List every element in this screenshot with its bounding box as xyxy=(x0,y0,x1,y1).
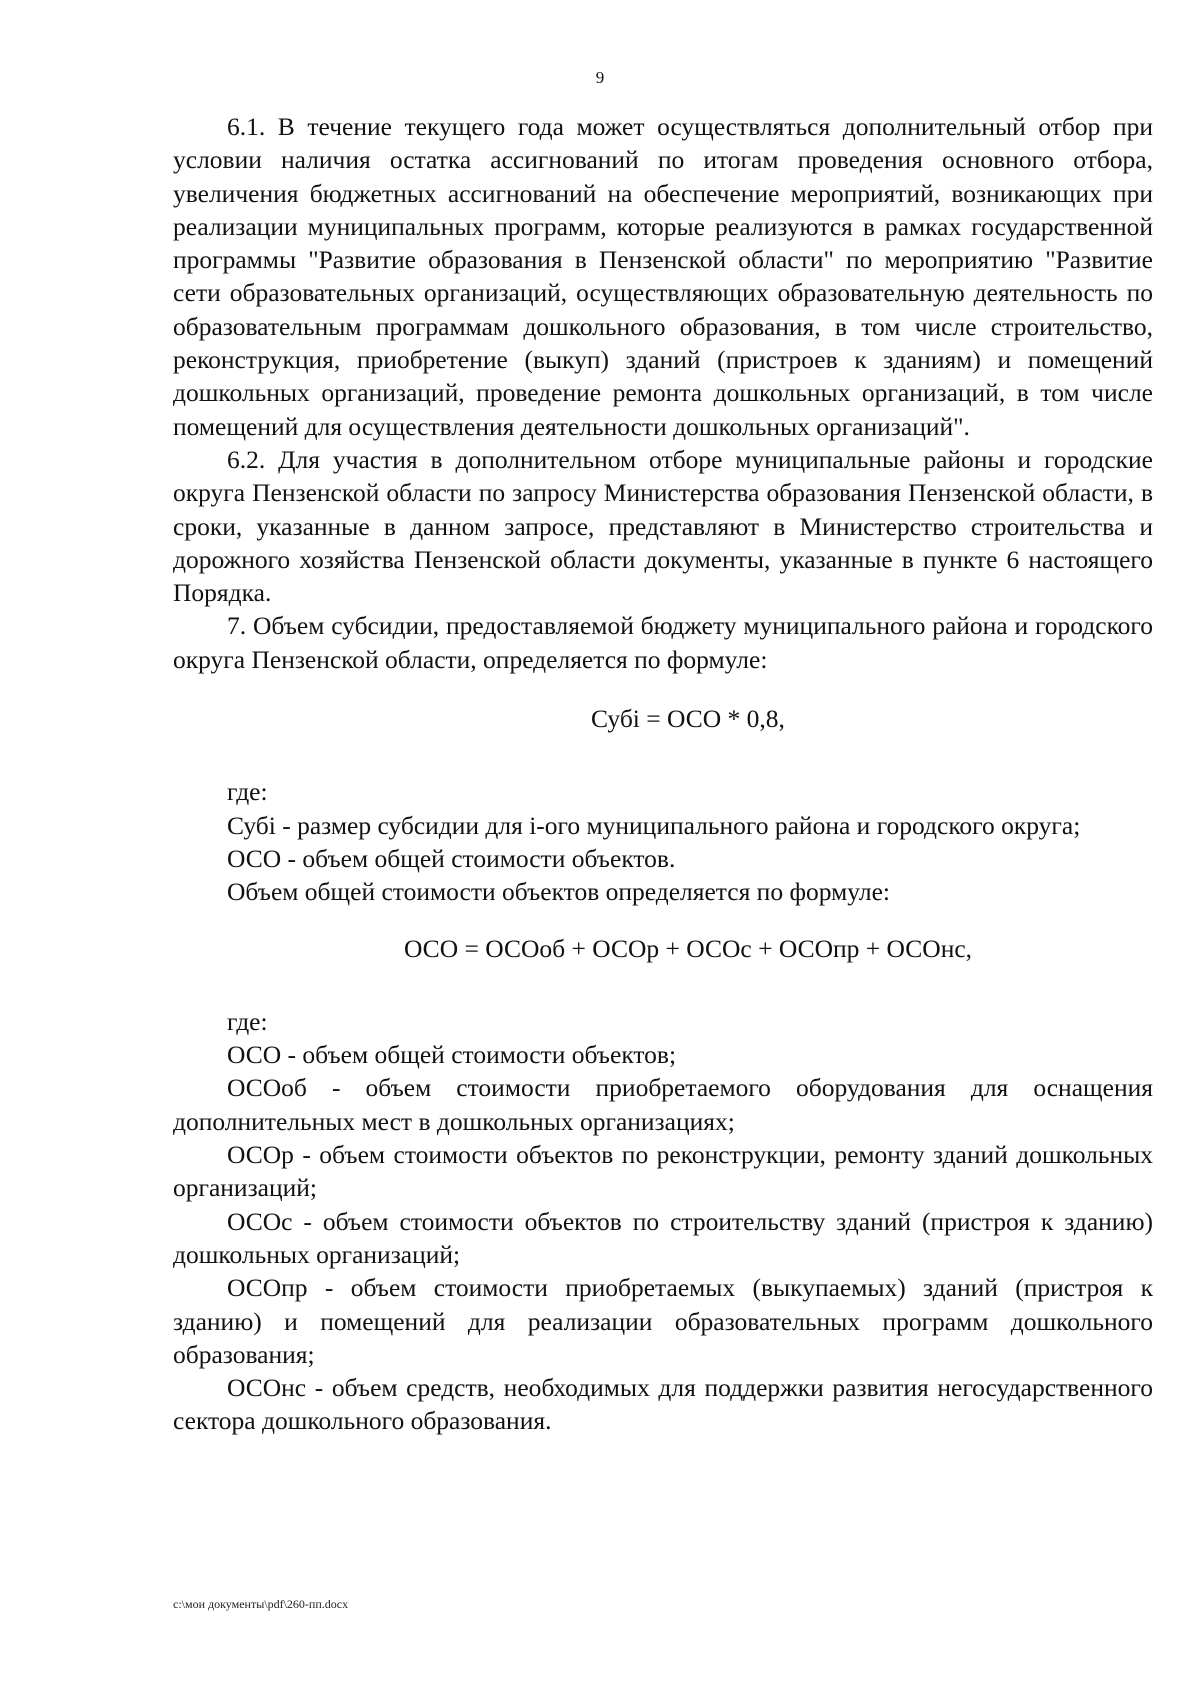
definition-osor: ОСОр - объем стоимости объектов по реконструкции, ремонту зданий дошкольных организаций; xyxy=(173,1140,1153,1203)
where-label-1: где: xyxy=(227,777,268,807)
formula-subsidy: Субі = ОСО * 0,8, xyxy=(591,704,785,734)
document-body xyxy=(173,110,1153,1438)
paragraph-7: 7. Объем субсидии, предоставляемой бюджету муниципального района и городского округа Пензенской области, определяется по формуле: xyxy=(173,611,1153,674)
definition-oso-2: ОСО - объем общей стоимости объектов; xyxy=(227,1040,677,1070)
definition-osoob: ОСОоб - объем стоимости приобретаемого оборудования для оснащения дополнительных мест в дошкольных организациях; xyxy=(173,1073,1153,1136)
definition-osopr: ОСОпр - объем стоимости приобретаемых (выкупаемых) зданий (пристроя к зданию) и помещений для реализации образовательных программ дошкольного образования; xyxy=(173,1273,1153,1369)
definition-osons: ОСОнс - объем средств, необходимых для поддержки развития негосударственного сектора дошкольного образования. xyxy=(173,1373,1153,1436)
page-number: 9 xyxy=(595,68,605,87)
paragraph-6-2: 6.2. Для участия в дополнительном отборе муниципальные районы и городские округа Пензенской области по запросу Министерства образования Пензенской области, в сроки, указанные в данном запросе, представляют в Министерство строительства и дорожного хозяйства Пензенской области документы, указанные в пункте 6 настоящего Порядка. xyxy=(173,444,1153,608)
where-label-2: где: xyxy=(227,1006,268,1036)
footer-file-path: c:\мои документы\pdf\260-пп.docx xyxy=(173,1597,349,1611)
definition-oso-1: ОСО - объем общей стоимости объектов. xyxy=(227,843,676,873)
definition-subi: Субі - размер субсидии для і-ого муниципального района и городского округа; xyxy=(227,810,1081,840)
paragraph-6-1: 6.1. В течение текущего года может осуществляться дополнительный отбор при условии наличия остатка ассигнований по итогам проведения основного отбора, увеличения бюджетных ассигнований на обеспечение мероприятий, возникающих при реализации муниципальных программ, которые реализуются в рамках государственной программы "Развитие образования в Пензенской области" по мероприятию "Развитие сети образовательных организаций, осуществляющих образовательную деятельность по образовательным программам дошкольного образования, в том числе строительство, реконструкция, приобретение (выкуп) зданий (пристроев к зданиям) и помещений дошкольных организаций, проведение ремонта дошкольных организаций, в том числе помещений для осуществления деятельности дошкольных организаций". xyxy=(173,112,1153,441)
definition-osoc: ОСОс - объем стоимости объектов по строительству зданий (пристроя к зданию) дошкольных организаций; xyxy=(173,1206,1153,1269)
formula-intro: Объем общей стоимости объектов определяется по формуле: xyxy=(227,877,890,907)
formula-total-cost: ОСО = ОСОоб + ОСОр + ОСОс + ОСОпр + ОСОнс, xyxy=(403,933,973,963)
